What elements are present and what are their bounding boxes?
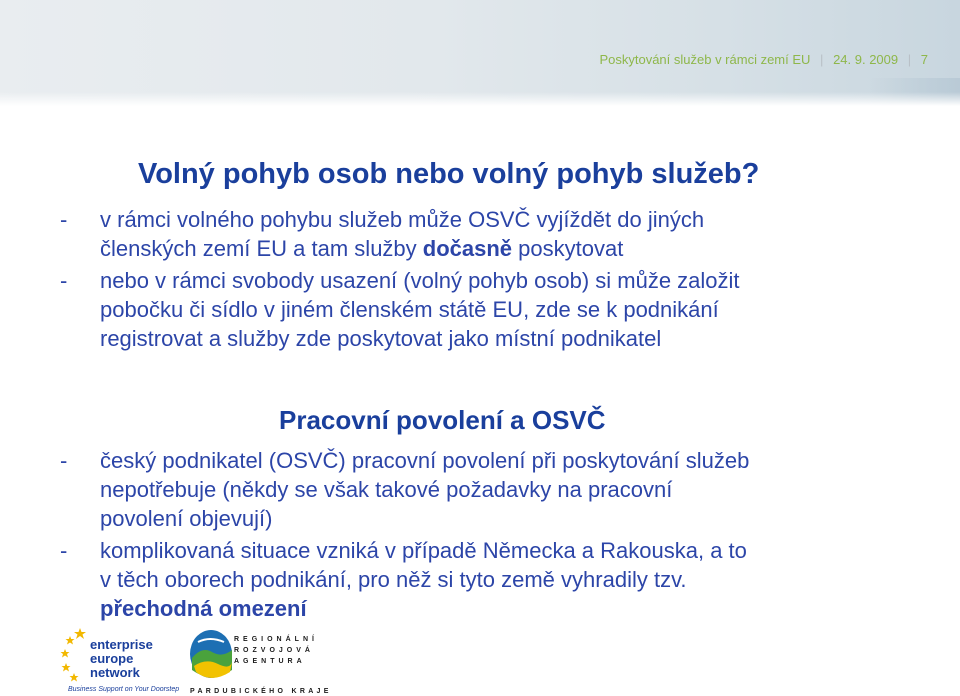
logo-subtitle: PARDUBICKÉHO KRAJE <box>190 688 332 695</box>
bullet-item <box>60 266 940 353</box>
bullet-emphasis: přechodná omezení <box>100 596 307 621</box>
slide-title: Volný pohyb osob nebo volný pohyb služeb? <box>138 158 760 190</box>
logo-word: enterprise <box>90 637 153 652</box>
header-separator: | <box>820 52 824 67</box>
header-fade <box>0 92 960 106</box>
bullet-dash: - <box>60 268 68 293</box>
bullet-text: v rámci volného pohybu služeb může OSVČ vyjíždět do jiných členských zemí EU a tam služby <box>100 207 705 261</box>
bullet-item <box>60 536 940 623</box>
logo-word: AGENTURA <box>234 658 306 665</box>
bullet-emphasis: dočasně <box>422 236 513 261</box>
logo-tagline: Business Support on Your Doorstep <box>68 686 180 693</box>
logo-word: europe <box>90 651 134 666</box>
rra-pardubice-logo <box>186 628 332 696</box>
header-title: Poskytování služeb v rámci zemí EU <box>599 52 811 67</box>
section-subtitle: Pracovní povolení a OSVČ <box>279 405 606 435</box>
logo-word: network <box>90 665 140 680</box>
bullet-text: poskytovat <box>512 236 624 261</box>
stars-icon <box>60 626 94 682</box>
enterprise-europe-network-logo <box>60 626 180 694</box>
header-band <box>0 0 960 106</box>
bullet-dash: - <box>60 448 68 473</box>
bullet-text: nebo v rámci svobody usazení (volný pohyb osob) si může založit pobočku či sídlo v jiném členském státě EU, zde se k podnikání registrovat a služby zde poskytovat jako místní podnikatel <box>100 268 740 351</box>
bullet-item <box>60 446 940 533</box>
bullet-dash: - <box>60 207 68 232</box>
header-caption <box>599 52 928 67</box>
bullet-text: český podnikatel (OSVČ) pracovní povolení při poskytování služeb nepotřebuje (někdy se však takové požadavky na pracovní povolení objevují) <box>100 448 750 531</box>
header-separator: | <box>907 52 912 67</box>
page-number: 7 <box>920 52 928 67</box>
bullet-dash: - <box>60 538 68 563</box>
header-date: 24. 9. 2009 <box>833 52 899 67</box>
rra-emblem-icon <box>188 628 234 686</box>
logo-word: REGIONÁLNÍ <box>234 636 318 643</box>
bullet-text: komplikovaná situace vzniká v případě Německa a Rakouska, a to v těch oborech podnikání, pro něž si tyto země vyhradily tzv. <box>100 538 747 592</box>
bullet-item <box>60 205 940 263</box>
logo-word: ROZVOJOVÁ <box>234 647 314 654</box>
